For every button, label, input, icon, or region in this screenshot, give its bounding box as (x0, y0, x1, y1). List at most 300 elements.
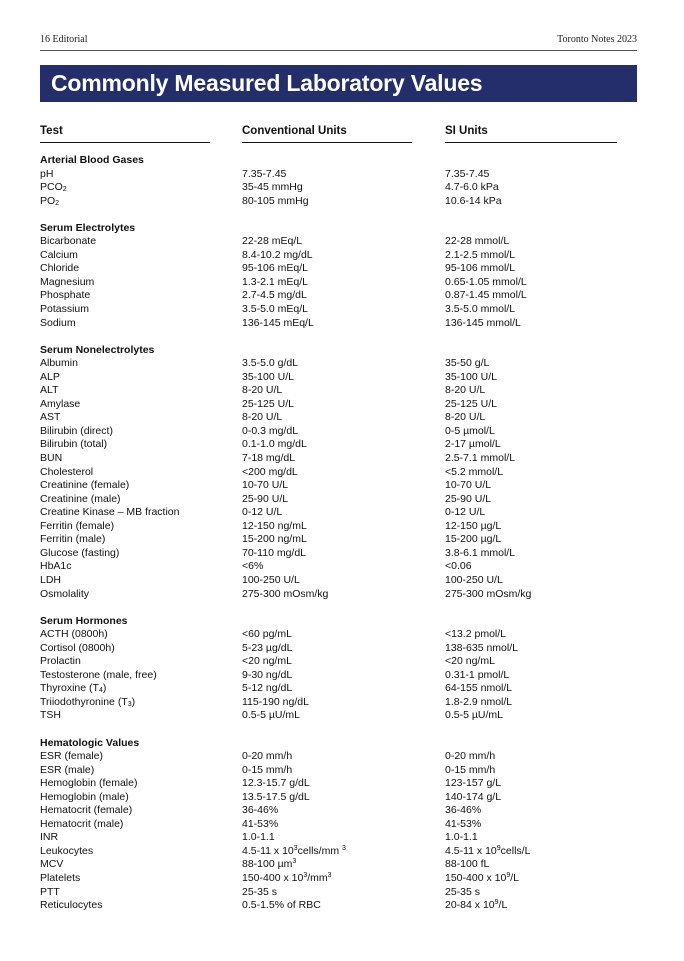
test-name-cell (40, 371, 60, 385)
conventional-units-cell (242, 818, 278, 832)
test-name-cell (40, 872, 80, 886)
conventional-units-cell (242, 493, 288, 507)
superscript: 9 (496, 844, 501, 852)
table-row (40, 276, 637, 290)
section-heading: Serum Electrolytes (40, 221, 136, 234)
si-units-cell (445, 547, 515, 561)
conventional-units-cell (242, 384, 282, 398)
test-name-cell (40, 452, 62, 466)
si-units-cell (445, 493, 491, 507)
cell-text: 275-300 mOsm/kg (242, 587, 329, 600)
cell-text: 123-157 g/L (445, 777, 502, 790)
cell-text: Sodium (40, 316, 76, 329)
cell-text: 1.0-1.1 (445, 831, 478, 844)
table-row (40, 195, 637, 209)
cell-text: 2.7-4.5 mg/dL (242, 289, 307, 302)
cell-text: 100-250 U/L (242, 573, 300, 586)
table-row (40, 791, 637, 805)
table-row (40, 357, 637, 371)
cell-text: 4.5-11 x 10 (242, 844, 294, 857)
table-row (40, 466, 637, 480)
si-units-cell (445, 276, 527, 290)
cell-text: 7-18 mg/dL (242, 452, 296, 465)
test-name-cell (40, 899, 102, 913)
cell-text: Potassium (40, 303, 90, 316)
conventional-units-cell (242, 357, 298, 371)
conventional-units-cell (242, 195, 309, 209)
cell-text: 12-150 ng/mL (242, 519, 307, 532)
conventional-units-cell (242, 371, 294, 385)
conventional-units-cell (242, 845, 346, 859)
conventional-units-cell (242, 398, 294, 412)
cell-text: Glucose (fasting) (40, 546, 120, 559)
cell-text: HbA1c (40, 560, 72, 573)
cell-text: 35-100 U/L (445, 370, 497, 383)
cell-text: Reticulocytes (40, 899, 103, 912)
lab-values-table (40, 154, 637, 913)
subscript: 2 (55, 199, 60, 207)
column-rule-conventional (242, 142, 412, 143)
cell-text: 25-125 U/L (242, 397, 294, 410)
cell-text: 41-53% (242, 817, 279, 830)
cell-text: 22-28 mEq/L (242, 235, 303, 248)
column-header-conventional: Conventional Units (242, 125, 347, 137)
cell-text: 70-110 mg/dL (242, 546, 307, 559)
table-row (40, 777, 637, 791)
conventional-units-cell (242, 262, 308, 276)
conventional-units-cell (242, 452, 295, 466)
cell-text: 0-12 U/L (242, 506, 283, 519)
table-row (40, 411, 637, 425)
table-row (40, 845, 637, 859)
table-row (40, 384, 637, 398)
conventional-units-cell (242, 466, 298, 480)
conventional-units-cell (242, 764, 292, 778)
cell-text: 25-90 U/L (445, 492, 492, 505)
si-units-cell (445, 289, 527, 303)
test-name-cell (40, 858, 63, 872)
cell-text: Cholesterol (40, 465, 94, 478)
si-units-cell (445, 628, 506, 642)
column-rule-test (40, 142, 210, 143)
cell-text: Albumin (40, 357, 78, 370)
si-units-cell (445, 398, 497, 412)
si-units-cell (445, 642, 518, 656)
cell-text: 0-0.3 mg/dL (242, 424, 299, 437)
test-name-cell (40, 398, 80, 412)
cell-text: 5-23 µg/dL (242, 641, 293, 654)
test-name-cell (40, 303, 89, 317)
si-units-cell (445, 682, 512, 696)
table-row (40, 479, 637, 493)
section-gap (40, 723, 637, 737)
cell-text: Thyroxine (T (40, 682, 99, 695)
cell-text: 3.5-5.0 mmol/L (445, 303, 516, 316)
si-units-cell (445, 425, 495, 439)
cell-text: 0.5-1.5% of RBC (242, 899, 321, 912)
test-name-cell (40, 669, 157, 683)
table-row (40, 709, 637, 723)
cell-text: 5-12 ng/dL (242, 682, 293, 695)
cell-text: Creatinine (female) (40, 479, 130, 492)
cell-text: LDH (40, 573, 62, 586)
cell-text: <0.06 (445, 560, 472, 573)
cell-text: Ferritin (male) (40, 533, 106, 546)
cell-text: 140-174 g/L (445, 790, 502, 803)
cell-text: <60 pg/mL (242, 628, 292, 641)
test-name-cell (40, 709, 61, 723)
test-name-cell (40, 262, 79, 276)
cell-text: 0-12 U/L (445, 506, 486, 519)
cell-text: 8-20 U/L (445, 411, 486, 424)
table-row (40, 249, 637, 263)
conventional-units-cell (242, 520, 307, 534)
cell-text: 10-70 U/L (242, 479, 289, 492)
section-gap (40, 208, 637, 222)
cell-text: 7.35-7.45 (242, 167, 287, 180)
si-units-cell (445, 669, 509, 683)
cell-text: Hematocrit (male) (40, 817, 124, 830)
cell-text: 3.8-6.1 mmol/L (445, 546, 516, 559)
conventional-units-cell (242, 411, 282, 425)
conventional-units-cell (242, 709, 300, 723)
cell-text: 8.4-10.2 mg/dL (242, 248, 313, 261)
cell-text: ACTH (0800h) (40, 628, 108, 641)
conventional-units-cell (242, 425, 298, 439)
table-row (40, 506, 637, 520)
conventional-units-cell (242, 858, 296, 872)
section-heading: Serum Hormones (40, 614, 128, 627)
test-name-cell (40, 289, 90, 303)
si-units-cell (445, 466, 503, 480)
cell-text: 0.5-5 µU/mL (242, 709, 300, 722)
cell-text: Creatine Kinase – MB fraction (40, 506, 180, 519)
cell-text: Bicarbonate (40, 235, 97, 248)
cell-text: <200 mg/dL (242, 465, 298, 478)
superscript: 3 (342, 844, 346, 852)
conventional-units-cell (242, 872, 332, 886)
cell-text: 3.5-5.0 mEq/L (242, 303, 308, 316)
superscript: 9 (506, 871, 511, 879)
cell-text: Chloride (40, 262, 80, 275)
si-units-cell (445, 750, 495, 764)
si-units-cell (445, 533, 501, 547)
test-name-cell (40, 479, 129, 493)
section-heading: Serum Nonelectrolytes (40, 343, 155, 356)
test-name-cell (40, 588, 89, 602)
cell-text: BUN (40, 452, 63, 465)
table-row (40, 235, 637, 249)
cell-text: 41-53% (445, 817, 482, 830)
si-units-cell (445, 777, 501, 791)
table-row (40, 858, 637, 872)
table-row (40, 696, 637, 710)
cell-text: Platelets (40, 871, 81, 884)
si-units-cell (445, 303, 515, 317)
cell-text: 0.65-1.05 mmol/L (445, 275, 527, 288)
test-name-cell (40, 642, 115, 656)
column-rule-si (445, 142, 617, 143)
test-name-cell (40, 493, 121, 507)
cell-text-suffix: cells/mm (297, 844, 343, 857)
conventional-units-cell (242, 547, 306, 561)
cell-text: ESR (male) (40, 763, 95, 776)
conventional-units-cell (242, 777, 310, 791)
superscript: 3 (292, 858, 297, 866)
table-row (40, 520, 637, 534)
table-row (40, 547, 637, 561)
conventional-units-cell (242, 791, 310, 805)
si-units-cell (445, 317, 521, 331)
table-row (40, 682, 637, 696)
table-row (40, 899, 637, 913)
cell-text: 150-400 x 10 (445, 871, 507, 884)
table-row (40, 425, 637, 439)
cell-text: Magnesium (40, 275, 95, 288)
cell-text: 2-17 µmol/L (445, 438, 501, 451)
cell-text: 275-300 mOsm/kg (445, 587, 532, 600)
si-units-cell (445, 858, 489, 872)
cell-text: 0.31-1 pmol/L (445, 668, 510, 681)
conventional-units-cell (242, 750, 292, 764)
table-row (40, 262, 637, 276)
superscript: 9 (494, 899, 499, 907)
cell-text-suffix: ) (102, 682, 107, 695)
table-row (40, 560, 637, 574)
si-units-cell (445, 696, 512, 710)
conventional-units-cell (242, 560, 263, 574)
table-row (40, 181, 637, 195)
cell-text-suffix: cells/L (500, 844, 531, 857)
cell-text: 36-46% (445, 804, 482, 817)
si-units-cell (445, 791, 501, 805)
cell-text: Hemoglobin (female) (40, 777, 138, 790)
test-name-cell (40, 317, 76, 331)
cell-text: pH (40, 167, 54, 180)
table-row (40, 533, 637, 547)
cell-text-suffix: /L (498, 899, 508, 912)
cell-text: PCO (40, 181, 63, 194)
cell-text: 100-250 U/L (445, 573, 503, 586)
cell-text: 35-45 mmHg (242, 181, 303, 194)
cell-text: Hemoglobin (male) (40, 790, 129, 803)
table-row (40, 493, 637, 507)
cell-text: PTT (40, 885, 60, 898)
test-name-cell (40, 168, 53, 182)
cell-text: 1.0-1.1 (242, 831, 275, 844)
cell-text: Calcium (40, 248, 78, 261)
conventional-units-cell (242, 276, 308, 290)
cell-text: 115-190 ng/dL (242, 695, 309, 708)
cell-text: 7.35-7.45 (445, 167, 490, 180)
cell-text: Ferritin (female) (40, 519, 115, 532)
test-name-cell (40, 831, 58, 845)
test-name-cell (40, 466, 93, 480)
cell-text: 64-155 nmol/L (445, 682, 513, 695)
cell-text: <5.2 mmol/L (445, 465, 504, 478)
cell-text: INR (40, 831, 59, 844)
cell-text: 88-100 fL (445, 858, 490, 871)
si-units-cell (445, 371, 497, 385)
conventional-units-cell (242, 317, 314, 331)
test-name-cell (40, 886, 60, 900)
table-row (40, 317, 637, 331)
cell-text: 8-20 U/L (242, 411, 283, 424)
test-name-cell (40, 235, 96, 249)
edition-label: Toronto Notes 2023 (557, 34, 637, 45)
test-name-cell (40, 804, 132, 818)
conventional-units-cell (242, 899, 321, 913)
test-name-cell (40, 384, 58, 398)
conventional-units-cell (242, 831, 275, 845)
table-row (40, 804, 637, 818)
title-banner (40, 65, 637, 102)
cell-text: TSH (40, 709, 61, 722)
cell-text: Cortisol (0800h) (40, 641, 115, 654)
table-row (40, 588, 637, 602)
cell-text: 3.5-5.0 g/dL (242, 357, 299, 370)
conventional-units-cell (242, 574, 300, 588)
si-units-cell (445, 845, 530, 859)
conventional-units-cell (242, 696, 309, 710)
si-units-cell (445, 168, 489, 182)
cell-text: 95-106 mEq/L (242, 262, 308, 275)
cell-text: 4.5-11 x 10 (445, 844, 497, 857)
table-row (40, 642, 637, 656)
conventional-units-cell (242, 303, 308, 317)
cell-text: 2.5-7.1 mmol/L (445, 452, 516, 465)
cell-text: Osmolality (40, 587, 90, 600)
si-units-cell (445, 452, 515, 466)
si-units-cell (445, 262, 515, 276)
table-row (40, 872, 637, 886)
test-name-cell (40, 411, 60, 425)
cell-text: Prolactin (40, 655, 81, 668)
test-name-cell (40, 425, 113, 439)
conventional-units-cell (242, 682, 292, 696)
test-name-cell (40, 777, 137, 791)
si-units-cell (445, 357, 489, 371)
cell-text-suffix: ) (131, 695, 136, 708)
conventional-units-cell (242, 804, 278, 818)
conventional-units-cell (242, 588, 328, 602)
test-name-cell (40, 506, 179, 520)
cell-text: ALT (40, 384, 59, 397)
test-name-cell (40, 547, 119, 561)
cell-text: Testosterone (male, free) (40, 668, 157, 681)
cell-text: 1.8-2.9 nmol/L (445, 695, 513, 708)
si-units-cell (445, 831, 478, 845)
cell-text: Hematocrit (female) (40, 804, 133, 817)
cell-text: ALP (40, 370, 60, 383)
cell-text: 95-106 mmol/L (445, 262, 516, 275)
table-row (40, 818, 637, 832)
cell-text: 35-100 U/L (242, 370, 294, 383)
si-units-cell (445, 235, 509, 249)
test-name-cell (40, 533, 105, 547)
table-row (40, 452, 637, 466)
cell-text: 136-145 mmol/L (445, 316, 521, 329)
header-divider (40, 50, 637, 51)
cell-text: 12-150 µg/L (445, 519, 502, 532)
conventional-units-cell (242, 642, 292, 656)
conventional-units-cell (242, 506, 282, 520)
cell-text: 0-20 mm/h (242, 750, 293, 763)
section-gap (40, 601, 637, 615)
conventional-units-cell (242, 289, 307, 303)
cell-text: 25-90 U/L (242, 492, 289, 505)
page-title: Commonly Measured Laboratory Values (51, 70, 483, 96)
test-name-cell (40, 655, 81, 669)
cell-text: 25-125 U/L (445, 397, 497, 410)
cell-text: Bilirubin (direct) (40, 424, 113, 437)
si-units-cell (445, 574, 503, 588)
table-row (40, 628, 637, 642)
conventional-units-cell (242, 479, 288, 493)
si-units-cell (445, 249, 515, 263)
test-name-cell (40, 628, 108, 642)
test-name-cell (40, 682, 106, 696)
cell-text: 10-70 U/L (445, 479, 492, 492)
si-units-cell (445, 804, 481, 818)
cell-text: Bilirubin (total) (40, 438, 108, 451)
conventional-units-cell (242, 628, 292, 642)
test-name-cell (40, 357, 78, 371)
cell-text: 36-46% (242, 804, 279, 817)
cell-text: PO (40, 194, 56, 207)
cell-text: 22-28 mmol/L (445, 235, 510, 248)
conventional-units-cell (242, 249, 313, 263)
cell-text: 12.3-15.7 g/dL (242, 777, 310, 790)
superscript: 3 (327, 871, 332, 879)
cell-text: 8-20 U/L (242, 384, 283, 397)
table-row (40, 289, 637, 303)
cell-text: 0.87-1.45 mmol/L (445, 289, 527, 302)
cell-text: 0.1-1.0 mg/dL (242, 438, 307, 451)
si-units-cell (445, 411, 485, 425)
cell-text: 8-20 U/L (445, 384, 486, 397)
cell-text: <20 ng/mL (242, 655, 292, 668)
cell-text: 20-84 x 10 (445, 899, 495, 912)
cell-text: AST (40, 411, 61, 424)
cell-text: 4.7-6.0 kPa (445, 181, 499, 194)
cell-text: 1.3-2.1 mEq/L (242, 275, 308, 288)
cell-text: 25-35 s (242, 885, 278, 898)
si-units-cell (445, 872, 519, 886)
conventional-units-cell (242, 669, 292, 683)
cell-text: 0-15 mm/h (445, 763, 496, 776)
cell-text: <20 ng/mL (445, 655, 495, 668)
test-name-cell (40, 195, 59, 209)
cell-text: 0.5-5 µU/mL (445, 709, 503, 722)
si-units-cell (445, 655, 495, 669)
table-row (40, 168, 637, 182)
subscript: 3 (127, 700, 132, 708)
si-units-cell (445, 886, 480, 900)
conventional-units-cell (242, 438, 307, 452)
cell-text: 0-20 mm/h (445, 750, 496, 763)
column-header-test: Test (40, 125, 63, 137)
si-units-cell (445, 709, 503, 723)
superscript: 3 (303, 871, 308, 879)
cell-text: 136-145 mEq/L (242, 316, 314, 329)
si-units-cell (445, 899, 507, 913)
si-units-cell (445, 764, 495, 778)
table-row (40, 574, 637, 588)
test-name-cell (40, 845, 93, 859)
table-row (40, 371, 637, 385)
cell-text-suffix: /L (510, 871, 519, 884)
